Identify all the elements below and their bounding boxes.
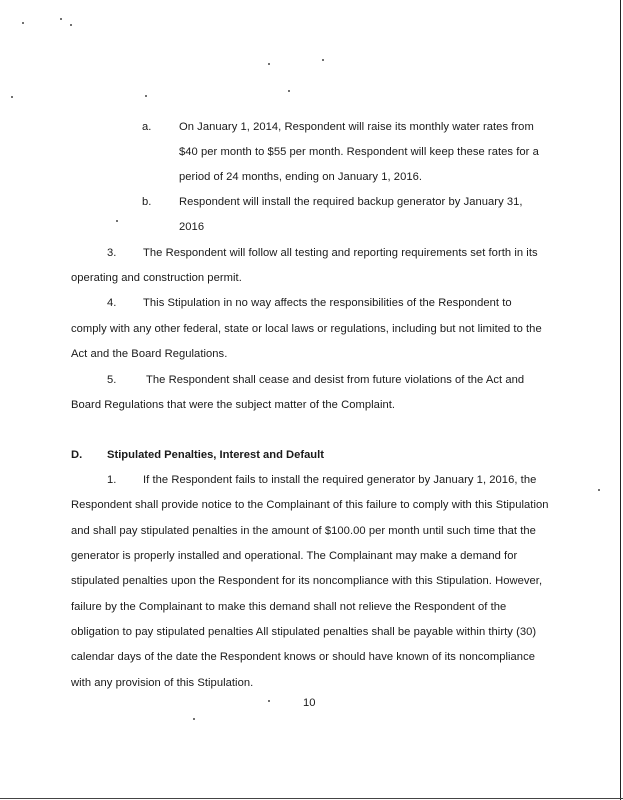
scan-speck <box>60 18 62 20</box>
item-b-line-2: 2016 <box>179 221 205 233</box>
scan-speck <box>288 90 290 92</box>
paragraph-5-marker: 5. <box>107 374 117 386</box>
paragraph-3-line-1: The Respondent will follow all testing and reporting requirements set forth in its <box>143 247 538 259</box>
scan-speck <box>268 700 270 702</box>
paragraph-4-line-1: This Stipulation in no way affects the responsibilities of the Respondent to <box>143 297 512 309</box>
section-d-paragraph-1-line-6: failure by the Complainant to make this demand shall not relieve the Respondent of the <box>71 601 507 613</box>
item-b-line-1: Respondent will install the required backup generator by January 31, <box>179 196 523 208</box>
scan-speck <box>22 22 24 24</box>
section-d-paragraph-1-marker: 1. <box>107 474 117 486</box>
paragraph-3-line-2: operating and construction permit. <box>71 272 242 284</box>
section-d-paragraph-1-line-5: stipulated penalties upon the Respondent for its noncompliance with this Stipulation. However, <box>71 575 543 587</box>
section-d-paragraph-1-line-2: Respondent shall provide notice to the Complainant of this failure to comply with this Stipulation <box>71 499 549 511</box>
item-a-line-3: period of 24 months, ending on January 1, 2016. <box>179 171 423 183</box>
item-a-marker: a. <box>142 121 152 133</box>
section-d-paragraph-1-line-1: If the Respondent fails to install the required generator by January 1, 2016, the <box>143 474 537 486</box>
item-b-marker: b. <box>142 196 152 208</box>
paragraph-4-marker: 4. <box>107 297 117 309</box>
page-edge-bottom <box>0 798 623 799</box>
paragraph-4-line-2: comply with any other federal, state or local laws or regulations, including but not limited to the <box>71 323 542 335</box>
page-number: 10 <box>303 697 316 709</box>
section-d-letter: D. <box>71 449 83 461</box>
section-d-paragraph-1-line-3: and shall pay stipulated penalties in the amount of $100.00 per month until such time that the <box>71 525 536 537</box>
item-a-line-2: $40 per month to $55 per month. Respondent will keep these rates for a <box>179 146 539 158</box>
section-d-paragraph-1-line-9: with any provision of this Stipulation. <box>71 677 254 689</box>
scan-speck <box>145 95 147 97</box>
scan-speck <box>598 489 600 491</box>
scan-speck <box>116 220 118 222</box>
section-d-title: Stipulated Penalties, Interest and Default <box>107 449 324 461</box>
section-d-paragraph-1-line-7: obligation to pay stipulated penalties All stipulated penalties shall be payable within thirty (30) <box>71 626 537 638</box>
item-a-line-1: On January 1, 2014, Respondent will raise its monthly water rates from <box>179 121 534 133</box>
scan-speck <box>268 63 270 65</box>
scan-speck <box>193 718 195 720</box>
scan-speck <box>70 24 72 26</box>
section-d-paragraph-1-line-8: calendar days of the date the Respondent knows or should have known of its noncompliance <box>71 651 535 663</box>
paragraph-5-line-2: Board Regulations that were the subject matter of the Complaint. <box>71 399 396 411</box>
scan-speck <box>11 96 13 98</box>
scan-speck <box>322 59 324 61</box>
page-edge-right <box>620 0 621 800</box>
paragraph-4-line-3: Act and the Board Regulations. <box>71 348 228 360</box>
paragraph-3-marker: 3. <box>107 247 117 259</box>
paragraph-5-line-1: The Respondent shall cease and desist from future violations of the Act and <box>146 374 525 386</box>
section-d-paragraph-1-line-4: generator is properly installed and operational. The Complainant may make a demand for <box>71 550 518 562</box>
